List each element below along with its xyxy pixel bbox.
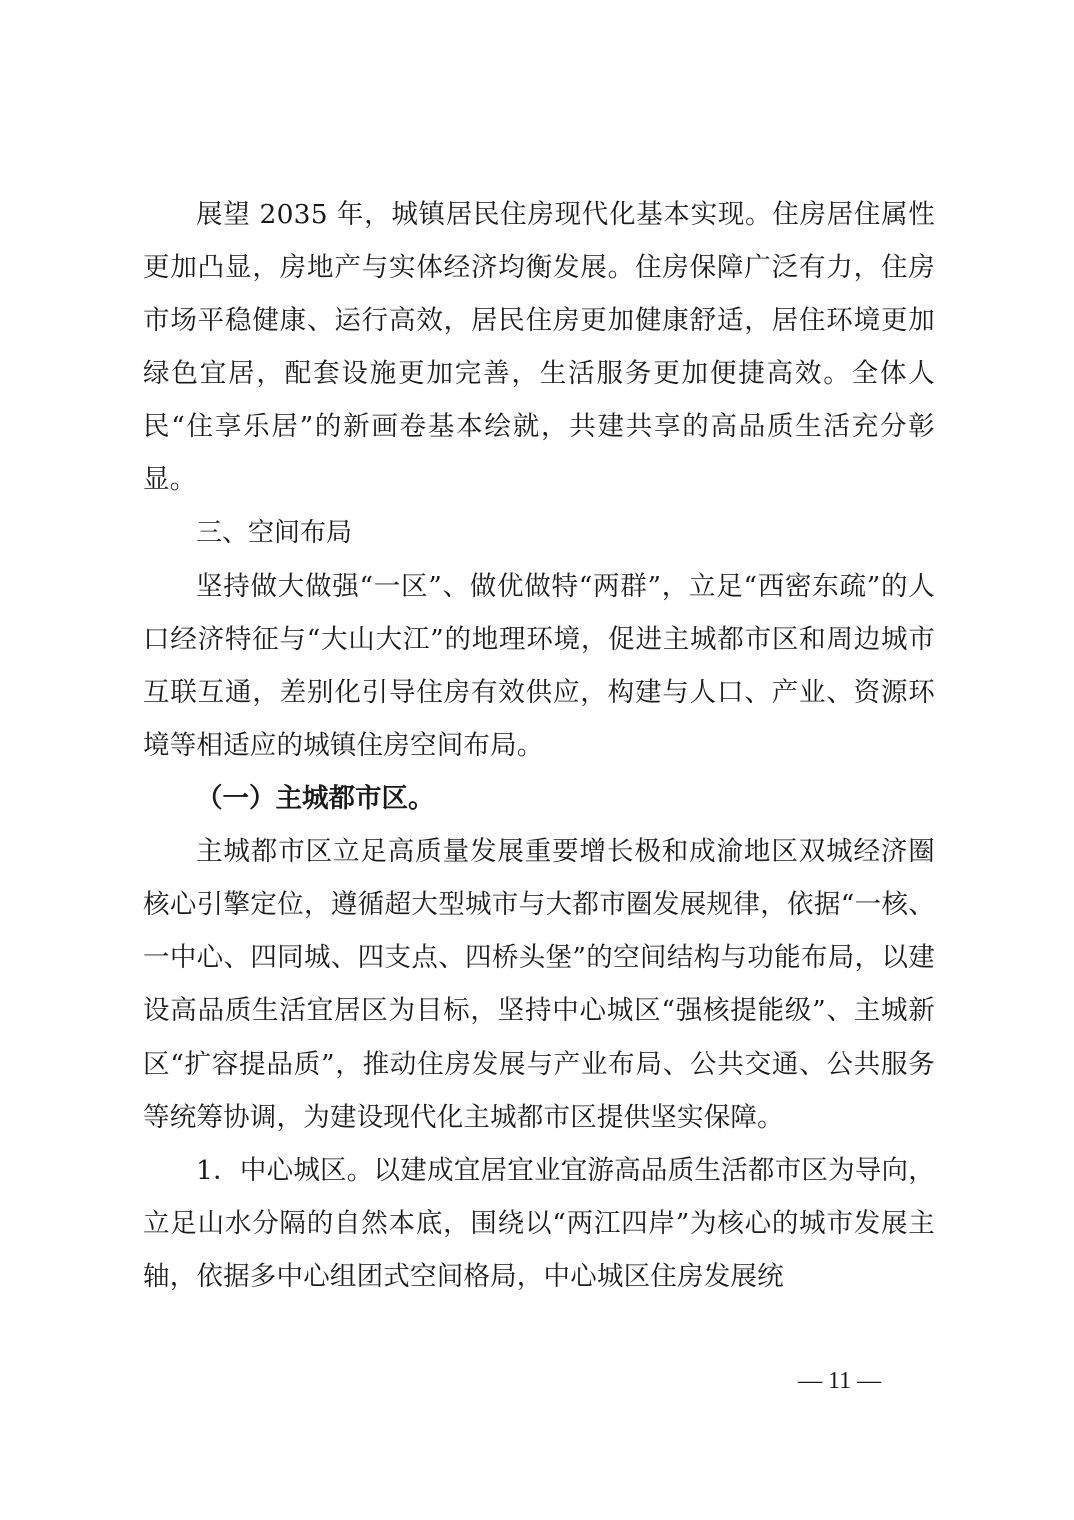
document-body <box>143 188 935 1303</box>
paragraph-layout-intro: 坚持做大做强“一区”、做优做特“两群”，立足“西密东疏”的人口经济特征与“大山大江”的地理环境，促进主城都市区和周边城市互联互通，差别化引导住房有效供应，构建与人口、产业、资源环境等相适应的城镇住房空间布局。 <box>143 570 935 761</box>
section-heading-spatial-layout: 三、空间布局 <box>196 517 353 548</box>
paragraph-main-city-area: 主城都市区立足高质量发展重要增长极和成渝地区双城经济圈核心引擎定位，遵循超大型城市与大都市圈发展规律，依据“一核、一中心、四同城、四支点、四桥头堡”的空间结构与功能布局，以建设高品质生活宜居区为目标，坚持中心城区“强核提能级”、主城新区“扩容提品质”，推动住房发展与产业布局、公共交通、公共服务等统筹协调，为建设现代化主城都市区提供坚实保障。 <box>143 836 935 1133</box>
page-number: — 11 — <box>798 1368 882 1394</box>
subsection-heading-main-city-area: （一）主城都市区。 <box>196 783 435 815</box>
paragraph-central-city: 1．中心城区。以建成宜居宜业宜游高品质生活都市区为导向，立足山水分隔的自然本底，围绕以“两江四岸”为核心的城市发展主轴，依据多中心组团式空间格局，中心城区住房发展统 <box>143 1154 935 1292</box>
paragraph-vision-2035: 展望 2035 年，城镇居民住房现代化基本实现。住房居住属性更加凸显，房地产与实体经济均衡发展。住房保障广泛有力，住房市场平稳健康、运行高效，居民住房更加健康舒适，居住环境更加绿色宜居，配套设施更加完善，生活服务更加便捷高效。全体人民“住享乐居”的新画卷基本绘就，共建共享的高品质生活充分彰显。 <box>143 199 935 496</box>
